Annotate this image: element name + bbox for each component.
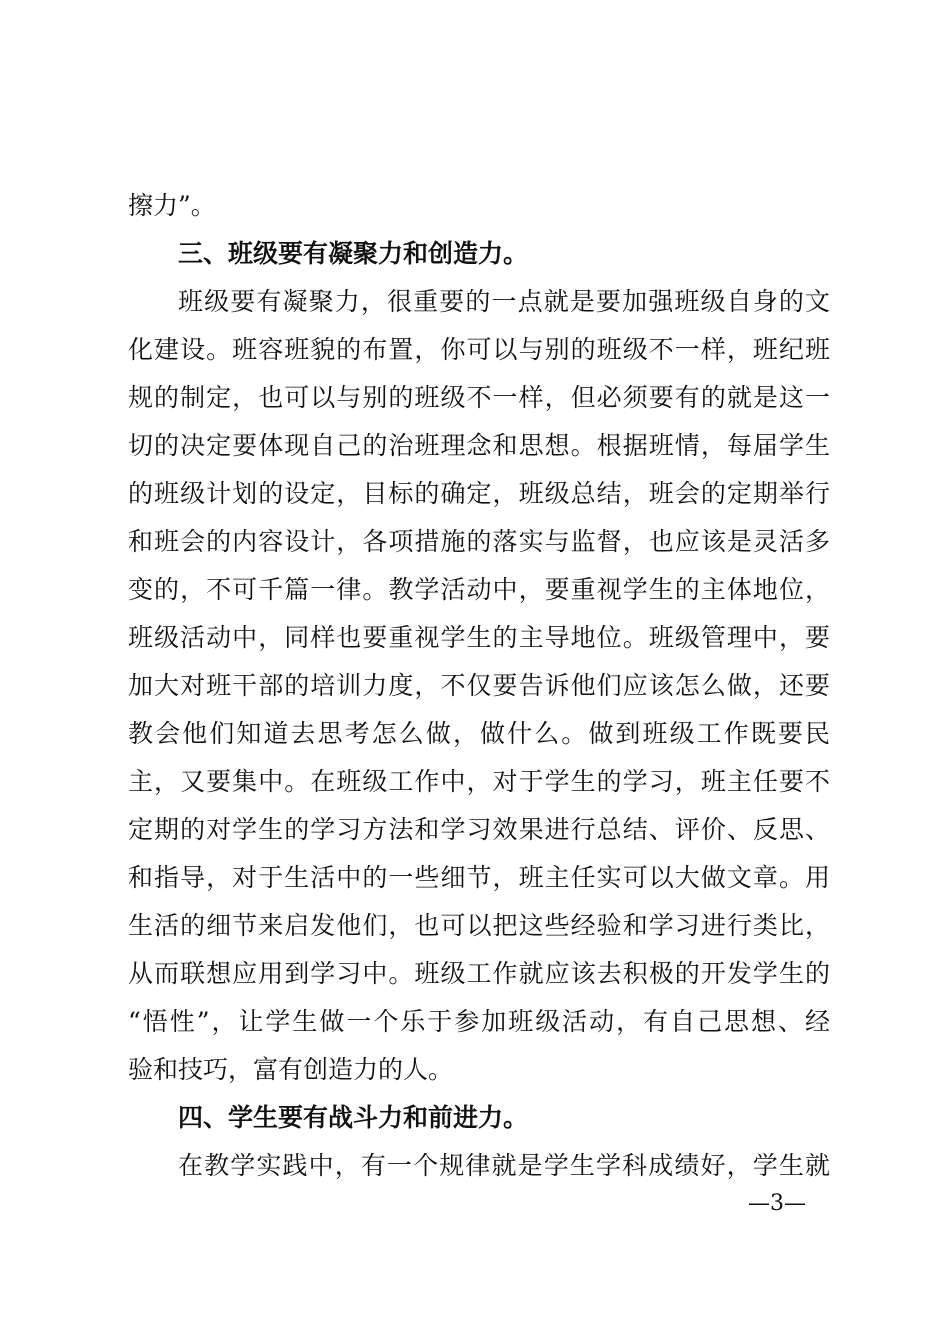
page-number: —3— (748, 1191, 806, 1216)
section-4-heading: 四、学生要有战斗力和前进力。 (178, 1103, 529, 1132)
paragraph-line: 规的制定，也可以与别的班级不一样，但必须要有的就是这一 (128, 383, 830, 412)
paragraph-line: 加大对班干部的培训力度，不仅要告诉他们应该怎么做，还要 (128, 671, 830, 700)
paragraph-line: “悟性”，让学生做一个乐于参加班级活动，有自己思想、经 (128, 1007, 830, 1036)
section-3-heading: 三、班级要有凝聚力和创造力。 (178, 239, 529, 268)
paragraph-line: 切的决定要体现自己的治班理念和思想。根据班情，每届学生 (128, 431, 830, 460)
paragraph-line: 的班级计划的设定，目标的确定，班级总结，班会的定期举行 (128, 479, 830, 508)
paragraph-line: 定期的对学生的学习方法和学习效果进行总结、评价、反思、 (128, 815, 830, 844)
paragraph-line: 从而联想应用到学习中。班级工作就应该去积极的开发学生的 (128, 959, 830, 988)
continuation-line: 擦力”。 (128, 191, 216, 220)
paragraph-line: 和班会的内容设计，各项措施的落实与监督，也应该是灵活多 (128, 527, 830, 556)
paragraph-line: 主，又要集中。在班级工作中，对于学生的学习，班主任要不 (128, 767, 830, 796)
paragraph-line: 班级活动中，同样也要重视学生的主导地位。班级管理中，要 (128, 623, 830, 652)
paragraph-line: 教会他们知道去思考怎么做，做什么。做到班级工作既要民 (128, 719, 830, 748)
paragraph-line: 验和技巧，富有创造力的人。 (128, 1055, 454, 1084)
paragraph-line: 化建设。班容班貌的布置，你可以与别的班级不一样，班纪班 (128, 335, 830, 364)
paragraph-line: 生活的细节来启发他们，也可以把这些经验和学习进行类比， (128, 911, 830, 940)
paragraph-line: 班级要有凝聚力，很重要的一点就是要加强班级自身的文 (178, 287, 830, 316)
paragraph-line: 变的，不可千篇一律。教学活动中，要重视学生的主体地位， (128, 575, 830, 604)
paragraph-line: 和指导，对于生活中的一些细节，班主任实可以大做文章。用 (128, 863, 830, 892)
paragraph-line: 在教学实践中，有一个规律就是学生学科成绩好，学生就 (178, 1151, 830, 1180)
